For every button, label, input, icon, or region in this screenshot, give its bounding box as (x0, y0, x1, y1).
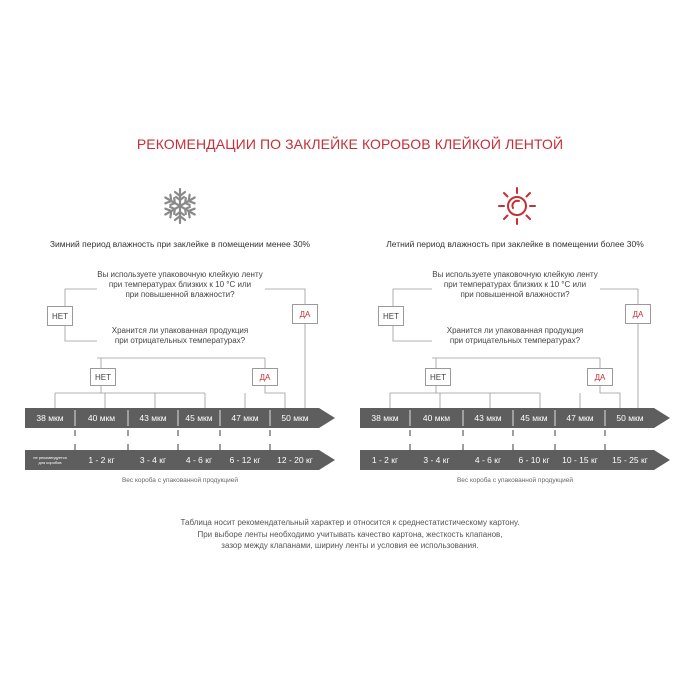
winter-no-box-2: НЕТ (90, 368, 116, 386)
winter-heading: Зимний период влажность при заклейке в помещении менее 30% (49, 239, 311, 249)
summer-question-1 (410, 270, 620, 300)
weight-cell: 15 - 25 кг (612, 455, 648, 465)
winter-weight-arrow (25, 450, 335, 470)
weight-cell: 4 - 6 кг (474, 455, 502, 465)
micron-cell: 50 мкм (616, 413, 644, 423)
summer-heading: Летний период влажность при заклейке в помещении более 30% (386, 239, 644, 249)
micron-cell: 40 мкм (422, 413, 451, 423)
summer-panel (360, 180, 670, 500)
summer-no-box-2: НЕТ (425, 368, 451, 386)
winter-question-2 (75, 326, 285, 346)
summer-weight-label: Вес короба с упакованной продукцией (456, 477, 574, 484)
footnote-line: Таблица носит рекомендательный характер и относится к среднестатистическому картону. (180, 518, 520, 527)
weight-cell: 3 - 4 кг (423, 455, 450, 465)
weight-note-line: не рекомендуется (33, 455, 67, 460)
winter-panel (25, 180, 335, 500)
weight-cell: 6 - 10 кг (518, 455, 550, 465)
question-line: при повышенной влажности? (125, 290, 235, 299)
question-line: при температурах близких к 10 °С или (443, 280, 587, 289)
summer-tick-marks (360, 430, 670, 450)
question-line: Хранится ли упакованная продукция (111, 326, 249, 335)
weight-cell: 4 - 6 кг (185, 455, 213, 465)
question-line: при отрицательных температурах? (449, 336, 581, 345)
micron-cell: 47 мкм (231, 413, 259, 423)
micron-cell: 47 мкм (566, 413, 594, 423)
micron-cell: 45 мкм (520, 413, 548, 423)
question-line: Вы используете упаковочную клейкую ленту (432, 270, 598, 279)
summer-question-2 (410, 326, 620, 346)
weight-cell: 3 - 4 кг (139, 455, 167, 465)
micron-cell: 43 мкм (474, 413, 502, 423)
winter-weight-label: Вес короба с упакованной продукцией (121, 477, 239, 484)
weight-note-line: для коробов (38, 460, 62, 465)
winter-yes-box-1: ДА (292, 304, 318, 324)
question-line: при температурах близких к 10 °С или (108, 280, 252, 289)
weight-cell: 1 - 2 кг (371, 455, 399, 465)
footnote-line: зазор между клапанами, ширину ленты и условия ее использования. (221, 541, 479, 550)
weight-cell: 10 - 15 кг (562, 455, 598, 465)
micron-cell: 40 мкм (87, 413, 116, 423)
micron-cell: 43 мкм (139, 413, 167, 423)
weight-cell: 1 - 2 кг (88, 455, 115, 465)
winter-no-box-1: НЕТ (47, 306, 73, 326)
winter-tick-marks (25, 430, 335, 450)
footnote-line: При выборе ленты необходимо учитывать качество картона, жесткость клапанов, (197, 529, 503, 539)
winter-question-1 (75, 270, 285, 300)
summer-yes-box-1: ДА (625, 304, 651, 324)
summer-micron-arrow (360, 408, 670, 428)
winter-yes-box-2: ДА (252, 368, 278, 386)
weight-cell: 6 - 12 кг (229, 455, 261, 465)
question-line: Вы используете упаковочную клейкую ленту (97, 270, 263, 279)
winter-micron-arrow (25, 408, 335, 428)
summer-weight-arrow (360, 450, 670, 470)
question-line: при повышенной влажности? (460, 290, 570, 299)
question-line: Хранится ли упакованная продукция (446, 326, 584, 335)
weight-note (25, 450, 75, 470)
summer-yes-box-2: ДА (587, 368, 613, 386)
footnote (0, 517, 700, 552)
weight-cell: 12 - 20 кг (277, 455, 313, 465)
micron-cell: 50 мкм (281, 413, 309, 423)
micron-cell: 45 мкм (185, 413, 213, 423)
summer-no-box-1: НЕТ (378, 306, 404, 326)
micron-cell: 38 мкм (36, 413, 64, 423)
question-line: при отрицательных температурах? (114, 336, 246, 345)
page-title: РЕКОМЕНДАЦИИ ПО ЗАКЛЕЙКЕ КОРОБОВ КЛЕЙКОЙ ЛЕНТОЙ (136, 136, 564, 152)
micron-cell: 38 мкм (371, 413, 399, 423)
